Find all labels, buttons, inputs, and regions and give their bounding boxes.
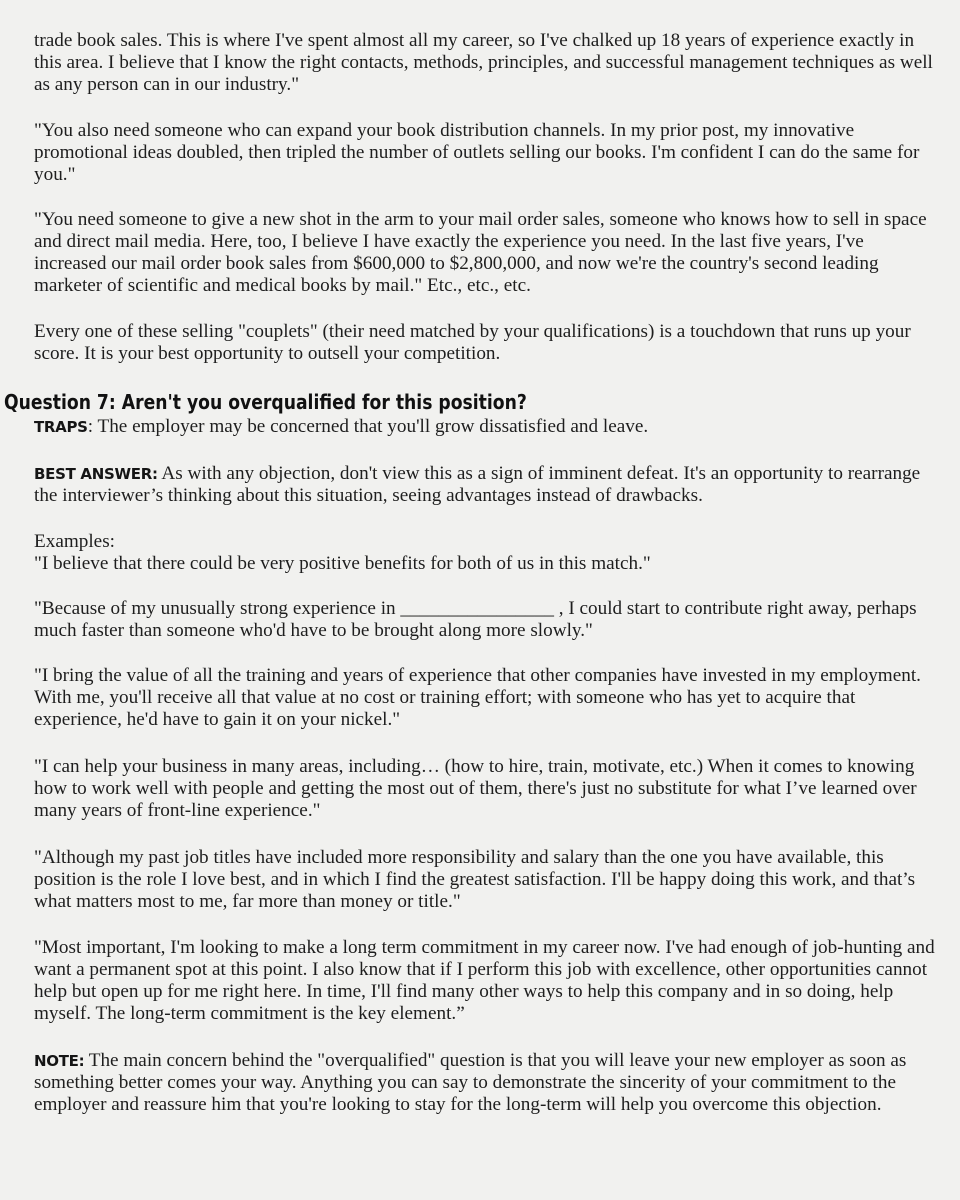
examples-label: Examples: [34, 531, 115, 552]
example-long-term-commitment: "Most important, I'm looking to make a long term commitment in my career now. I've had enough of job-hunting and want a permanent spot at this point. I also know that if I perform this job with excellence, other opportunities cannot help but open up for me right here. In time, I'll find many other ways to help this company and in so doing, help myself. The long-term commitment is the key element.” [34, 937, 935, 1024]
traps-paragraph [34, 416, 939, 438]
best-answer-paragraph [34, 463, 939, 507]
best-answer-label: BEST ANSWER: [34, 465, 158, 483]
note-label: NOTE: [34, 1052, 85, 1070]
example-past-job-titles: "Although my past job titles have included more responsibility and salary than the one you have available, this position is the role I love best, and in which I find the greatest satisfaction. I'll be happy doing this work, and that’s what matters most to me, far more than money or title." [34, 847, 916, 912]
paragraph-selling-couplets: Every one of these selling "couplets" (their need matched by your qualifications) is a touchdown that runs up your score. It is your best opportunity to outsell your competition. [34, 321, 911, 364]
example-positive-benefits: "I believe that there could be very positive benefits for both of us in this match." [34, 553, 651, 574]
paragraph-trade-book-sales: trade book sales. This is where I've spent almost all my career, so I've chalked up 18 years of experience exactly in this area. I believe that I know the right contacts, methods, principles, and successful management techniques as well as any person can in our industry." [34, 30, 933, 95]
traps-text: : The employer may be concerned that you'll grow dissatisfied and leave. [87, 416, 649, 437]
traps-label: TRAPS [34, 418, 88, 436]
example-training-value: "I bring the value of all the training and years of experience that other companies have invested in my employment. With me, you'll receive all that value at no cost or training effort; with someone who has yet to acquire that experience, he'd have to gain it on your nickel." [34, 665, 921, 730]
example-help-business: "I can help your business in many areas, including… (how to hire, train, motivate, etc.) When it comes to knowing how to work well with people and getting the most out of them, there's just no substitute for what I’ve learned over many years of front-line experience." [34, 756, 917, 821]
question-7-heading: Question 7: Aren't you overqualified for this position? [4, 390, 527, 414]
best-answer-text: As with any objection, don't view this as a sign of imminent defeat. It's an opportunity to rearrange the interviewer’s thinking about this situation, seeing advantages instead of drawbacks. [34, 463, 921, 506]
note-text: The main concern behind the "overqualified" question is that you will leave your new employer as soon as something better comes your way. Anything you can say to demonstrate the sincerity of your commitment to the employer and reassure him that you're looking to stay for the long-term will help you overcome this objection. [34, 1050, 907, 1115]
paragraph-mail-order-sales: "You need someone to give a new shot in the arm to your mail order sales, someone who knows how to sell in space and direct mail media. Here, too, I believe I have exactly the experience you need. In the last five years, I've increased our mail order book sales from $600,000 to $2,800,000, and now we're the country's second leading marketer of scientific and medical books by mail." Etc., etc., etc. [34, 209, 927, 296]
paragraph-distribution-channels: "You also need someone who can expand your book distribution channels. In my prior post, my innovative promotional ideas doubled, then tripled the number of outlets selling our books. I'm confident I can do the same for you." [34, 120, 920, 185]
example-strong-experience: "Because of my unusually strong experience in ________________ , I could start to contribute right away, perhaps much faster than someone who'd have to be brought along more slowly." [34, 598, 917, 641]
note-paragraph [34, 1050, 939, 1116]
